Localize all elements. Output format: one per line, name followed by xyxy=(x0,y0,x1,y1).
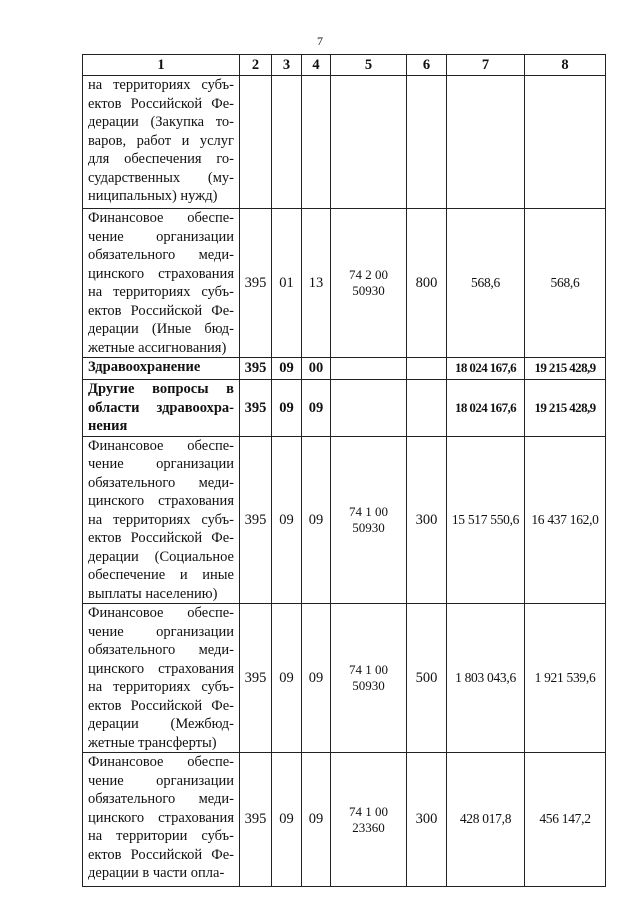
row-name-line: Другие вопросы в xyxy=(88,381,234,397)
row-name-line: на территориях субъ- xyxy=(88,77,234,93)
subsection-code: 09 xyxy=(302,604,331,753)
admin-code: 395 xyxy=(240,436,272,604)
target-article-code xyxy=(331,436,407,604)
row-name-line: жетные ассигнования) xyxy=(88,339,227,356)
row-name-line: обязательного меди- xyxy=(88,791,234,807)
amount-year-1: 15 517 550,6 xyxy=(447,436,525,604)
subsection-code: 13 xyxy=(302,209,331,358)
admin-code: 395 xyxy=(240,380,272,437)
row-name-line: дерации в части опла- xyxy=(88,865,225,881)
target-article-code xyxy=(331,604,407,753)
row-name-line: обязательного меди- xyxy=(88,247,234,263)
expense-type-code: 300 xyxy=(407,436,447,604)
target-article-code-line: 23360 xyxy=(352,819,385,835)
row-name-line: цинского страхования xyxy=(88,493,234,509)
column-header: 3 xyxy=(272,55,302,76)
row-name-line: Финансовое обеспе- xyxy=(88,754,234,770)
target-article-code xyxy=(331,753,407,887)
target-article-code xyxy=(331,209,407,358)
subsection-code: 09 xyxy=(302,436,331,604)
row-name xyxy=(83,380,240,437)
amount-year-1: 568,6 xyxy=(447,209,525,358)
row-name-line: области здравоохра- xyxy=(88,399,234,416)
row-name-line: на территориях субъ- xyxy=(88,679,234,695)
row-name xyxy=(83,604,240,753)
row-name-line: цинского страхования xyxy=(88,265,234,282)
row-name-line: ектов Российской Фе- xyxy=(88,846,234,863)
table-row xyxy=(83,209,606,358)
table-row xyxy=(83,753,606,887)
table-row xyxy=(83,436,606,604)
row-name xyxy=(83,76,240,209)
row-name-line: обязательного меди- xyxy=(88,474,234,491)
amount-year-2 xyxy=(525,76,606,209)
row-name-line: дерации (Социальное xyxy=(88,548,234,565)
row-name-line: чение организации xyxy=(88,623,234,640)
section-code: 09 xyxy=(272,380,302,437)
row-name xyxy=(83,358,240,380)
page-number: 7 xyxy=(317,34,323,48)
column-header: 6 xyxy=(407,55,447,76)
row-name-line: Финансовое обеспе- xyxy=(88,605,234,621)
row-name-line: дерации (Иные бюд- xyxy=(88,321,234,337)
amount-year-2: 19 215 428,9 xyxy=(525,380,606,437)
amount-year-1: 18 024 167,6 xyxy=(447,358,525,380)
target-article-code-line: 74 2 00 xyxy=(349,267,388,282)
subsection-code xyxy=(302,76,331,209)
row-name-line: на территории субъ- xyxy=(88,828,234,844)
amount-year-2: 456 147,2 xyxy=(525,753,606,887)
table-row xyxy=(83,76,606,209)
table-header-row xyxy=(83,55,606,76)
section-code: 09 xyxy=(272,358,302,380)
target-article-code xyxy=(331,76,407,209)
amount-year-1: 1 803 043,6 xyxy=(447,604,525,753)
target-article-code-line: 74 1 00 xyxy=(349,503,388,519)
amount-year-1: 18 024 167,6 xyxy=(447,380,525,437)
row-name-line: на территориях субъ- xyxy=(88,511,234,528)
target-article-code-line: 50930 xyxy=(352,283,385,298)
row-name-line: ектов Российской Фе- xyxy=(88,95,234,112)
amount-year-2: 568,6 xyxy=(525,209,606,358)
row-name xyxy=(83,753,240,887)
amount-year-2: 19 215 428,9 xyxy=(525,358,606,380)
amount-year-2: 16 437 162,0 xyxy=(525,436,606,604)
column-header: 7 xyxy=(447,55,525,76)
column-header: 8 xyxy=(525,55,606,76)
expense-type-code xyxy=(407,76,447,209)
section-code: 09 xyxy=(272,604,302,753)
table-row xyxy=(83,380,606,437)
table-row xyxy=(83,604,606,753)
section-code: 09 xyxy=(272,436,302,604)
column-header: 5 xyxy=(331,55,407,76)
expense-type-code: 300 xyxy=(407,753,447,887)
row-name-line: варов, работ и услуг xyxy=(88,132,234,149)
row-name-line: обеспечение и иные xyxy=(88,567,234,583)
column-header: 1 xyxy=(83,55,240,76)
row-name-line: ектов Российской Фе- xyxy=(88,302,234,319)
expense-type-code: 500 xyxy=(407,604,447,753)
section-code xyxy=(272,76,302,209)
target-article-code-line: 74 1 00 xyxy=(349,803,388,819)
admin-code: 395 xyxy=(240,753,272,887)
amount-year-2: 1 921 539,6 xyxy=(525,604,606,753)
row-name xyxy=(83,436,240,604)
expense-type-code xyxy=(407,380,447,437)
row-name-line: обязательного меди- xyxy=(88,642,234,658)
row-name-line: ниципальных) нужд) xyxy=(88,188,218,204)
target-article-code xyxy=(331,358,407,380)
row-name-line: чение организации xyxy=(88,772,234,789)
row-name-line: дерации (Закупка то- xyxy=(88,114,234,130)
target-article-code xyxy=(331,380,407,437)
target-article-code-line: 50930 xyxy=(352,678,385,693)
subsection-code: 09 xyxy=(302,753,331,887)
row-name-line: Здравоохранение xyxy=(88,359,201,375)
row-name-line: для обеспечения го- xyxy=(88,151,234,167)
section-code: 01 xyxy=(272,209,302,358)
row-name-line: ектов Российской Фе- xyxy=(88,530,234,546)
admin-code xyxy=(240,76,272,209)
row-name-line: дерации (Межбюд- xyxy=(88,716,234,732)
row-name-line: выплаты населению) xyxy=(88,585,218,602)
row-name-line: цинского страхования xyxy=(88,809,234,826)
target-article-code-line: 50930 xyxy=(352,519,385,535)
subsection-code: 09 xyxy=(302,380,331,437)
row-name-line: цинского страхования xyxy=(88,660,234,677)
row-name-line: чение организации xyxy=(88,228,234,245)
row-name-line: нения xyxy=(88,418,128,434)
row-name-line: Финансовое обеспе- xyxy=(88,210,234,226)
budget-table xyxy=(82,54,606,887)
row-name xyxy=(83,209,240,358)
column-header: 2 xyxy=(240,55,272,76)
amount-year-1 xyxy=(447,76,525,209)
column-header: 4 xyxy=(302,55,331,76)
section-code: 09 xyxy=(272,753,302,887)
row-name-line: на территориях субъ- xyxy=(88,284,234,300)
table-row xyxy=(83,358,606,380)
row-name-line: чение организации xyxy=(88,456,234,472)
admin-code: 395 xyxy=(240,604,272,753)
expense-type-code xyxy=(407,358,447,380)
target-article-code-line: 74 1 00 xyxy=(349,662,388,677)
amount-year-1: 428 017,8 xyxy=(447,753,525,887)
row-name-line: ектов Российской Фе- xyxy=(88,697,234,714)
row-name-line: жетные трансферты) xyxy=(88,734,217,751)
expense-type-code: 800 xyxy=(407,209,447,358)
row-name-line: Финансовое обеспе- xyxy=(88,437,234,454)
row-name-line: сударственных (му- xyxy=(88,169,234,186)
admin-code: 395 xyxy=(240,358,272,380)
subsection-code: 00 xyxy=(302,358,331,380)
admin-code: 395 xyxy=(240,209,272,358)
